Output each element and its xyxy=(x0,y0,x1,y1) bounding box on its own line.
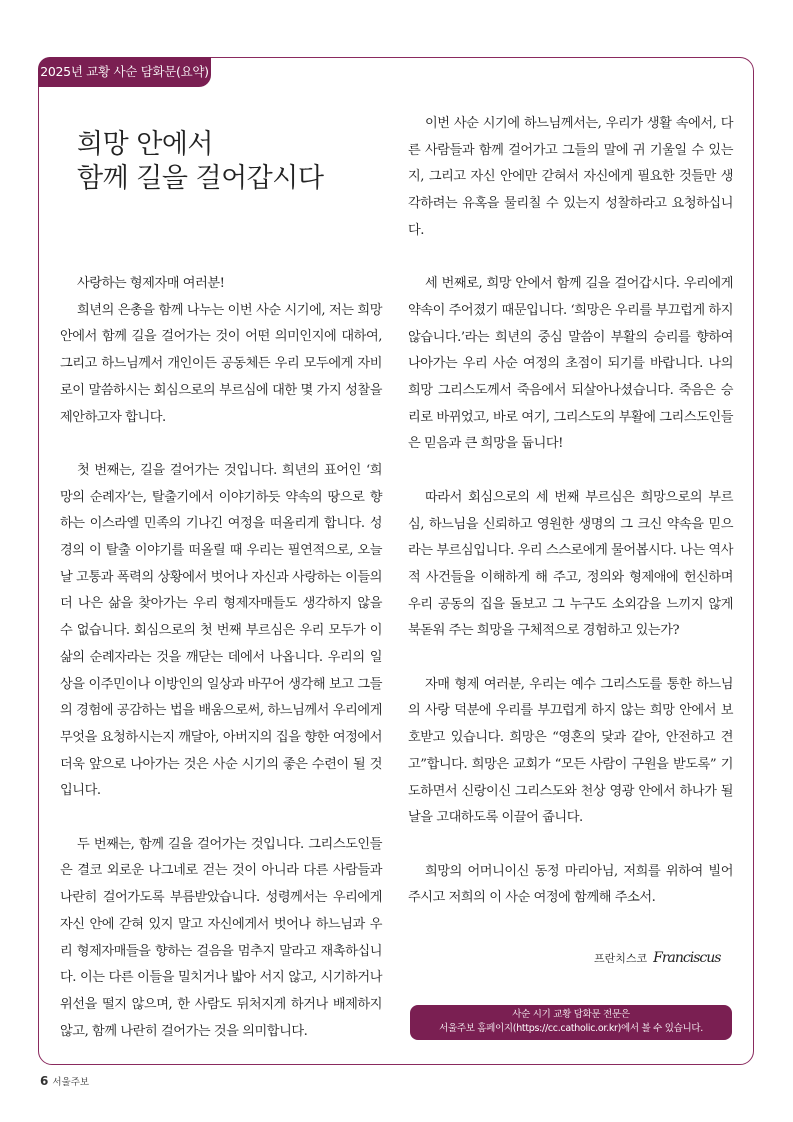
page-footer xyxy=(40,1074,89,1088)
publication-name: 서울주보 xyxy=(52,1077,90,1088)
paragraph: 희년의 은총을 함께 나누는 이번 사순 시기에, 저는 희망 안에서 함께 길을 걸어가는 것이 어떤 의미인지에 대하여, 그리고 하느님께서 개인이든 공동체든 우리 모두에게 자비로이 말씀하시는 회심으로의 부르심에 대한 몇 가지 성찰을 제안하고자 합니다. xyxy=(60,302,382,425)
signature-name: 프란치스코 xyxy=(594,952,648,965)
title-line-2: 함께 길을 걸어갑시다 xyxy=(77,163,324,194)
paragraph: 첫 번째는, 길을 걸어가는 것입니다. 희년의 표어인 ‘희망의 순례자’는, 탈출기에서 이야기하듯 약속의 땅으로 향하는 이스라엘 민족의 기나긴 여정을 떠올리게 합니다. 성경의 이 탈출 이야기를 떠올릴 때 우리는 필연적으로, 오늘날 고통과 폭력의 상황에서 벗어나 자신과 사랑하는 이들의 더 나은 삶을 찾아가는 우리 형제자매들도 생각하지 않을 수 없습니다. 회심으로의 첫 번째 부르심은 우리 모두가 이 삶의 순례자라는 것을 깨닫는 데에서 나옵니다. 우리의 일상을 이주민이나 이방인의 일상과 바꾸어 생각해 보고 그들의 경험에 공감하는 법을 배움으로써, 하느님께서 우리에게 무엇을 요청하시는지 깨달아, 아버지의 집을 향한 여정에서 더욱 앞으로 나아가는 것은 사순 시기의 좋은 수련이 될 것입니다. xyxy=(60,462,382,799)
signature xyxy=(594,946,734,970)
right-column xyxy=(408,111,733,912)
left-column xyxy=(60,271,382,1045)
title-line-1: 희망 안에서 xyxy=(77,129,213,160)
notice-box xyxy=(410,1005,732,1040)
paragraph: 자매 형제 여러분, 우리는 예수 그리스도를 통한 하느님의 사랑 덕분에 우리를 부끄럽게 하지 않는 희망 안에서 보호받고 있습니다. 희망은 “영혼의 닻과 같아, 안전하고 견고”합니다. 희망은 교회가 “모든 사람이 구원을 받도록” 기도하면서 신랑이신 그리스도와 천상 영광 안에서 하나가 될 날을 고대하도록 이끌어 줍니다. xyxy=(408,676,733,826)
paragraph: 세 번째로, 희망 안에서 함께 길을 걸어갑시다. 우리에게 약속이 주어졌기 때문입니다. ‘희망은 우리를 부끄럽게 하지 않습니다.’라는 희년의 중심 말씀이 부활의 승리를 향하여 나아가는 우리 사순 여정의 초점이 되기를 바랍니다. 나의 희망 그리스도께서 죽음에서 되살아나셨습니다. 죽음은 승리로 바뀌었고, 바로 여기, 그리스도의 부활에 그리스도인들은 믿음과 큰 희망을 둡니다! xyxy=(408,276,733,452)
paragraph: 사랑하는 형제자매 여러분! xyxy=(77,276,225,291)
page-number: 6 xyxy=(40,1074,49,1088)
notice-line-1: 사순 시기 교황 담화문 전문은 xyxy=(512,1009,630,1020)
notice-line-2: 서울주보 홈페이지(https://cc.catholic.or.kr)에서 볼 수 있습니다. xyxy=(439,1023,703,1034)
page-title xyxy=(77,128,377,196)
paragraph: 이번 사순 시기에 하느님께서는, 우리가 생활 속에서, 다른 사람들과 함께 걸어가고 그들의 말에 귀 기울일 수 있는지, 그리고 자신 안에만 갇혀서 자신에게 필요한 것들만 생각하려는 유혹을 물리칠 수 있는지 성찰하라고 요청하십니다. xyxy=(408,116,733,238)
paragraph: 따라서 회심으로의 세 번째 부르심은 희망으로의 부르심, 하느님을 신뢰하고 영원한 생명의 그 크신 약속을 믿으라는 부르심입니다. 우리 스스로에게 물어봅시다. 나는 역사적 사건들을 이해하게 해 주고, 정의와 형제애에 헌신하며 우리 공동의 집을 돌보고 그 누구도 소외감을 느끼지 않게 북돋워 주는 희망을 구체적으로 경험하고 있는가? xyxy=(408,489,733,639)
paragraph: 희망의 어머니이신 동정 마리아님, 저희를 위하여 빌어 주시고 저희의 이 사순 여정에 함께해 주소서. xyxy=(408,863,733,906)
signature-handwriting: Franciscus xyxy=(653,950,721,966)
paragraph: 두 번째는, 함께 길을 걸어가는 것입니다. 그리스도인들은 결코 외로운 나그네로 걷는 것이 아니라 다른 사람들과 나란히 걸어가도록 부름받았습니다. 성령께서는 우리에게 자신 안에 갇혀 있지 말고 자신에게서 벗어나 하느님과 우리 형제자매들을 향하는 걸음을 멈추지 말라고 재촉하십니다. 이는 다른 이들을 밀치거나 밟아 서지 않고, 시기하거나 위선을 떨지 않으며, 한 사람도 뒤처지게 하거나 배제하지 않고, 함께 나란히 걸어가는 것을 의미합니다. xyxy=(60,836,382,1039)
section-tab: 2025년 교황 사순 담화문(요약) xyxy=(38,57,211,87)
